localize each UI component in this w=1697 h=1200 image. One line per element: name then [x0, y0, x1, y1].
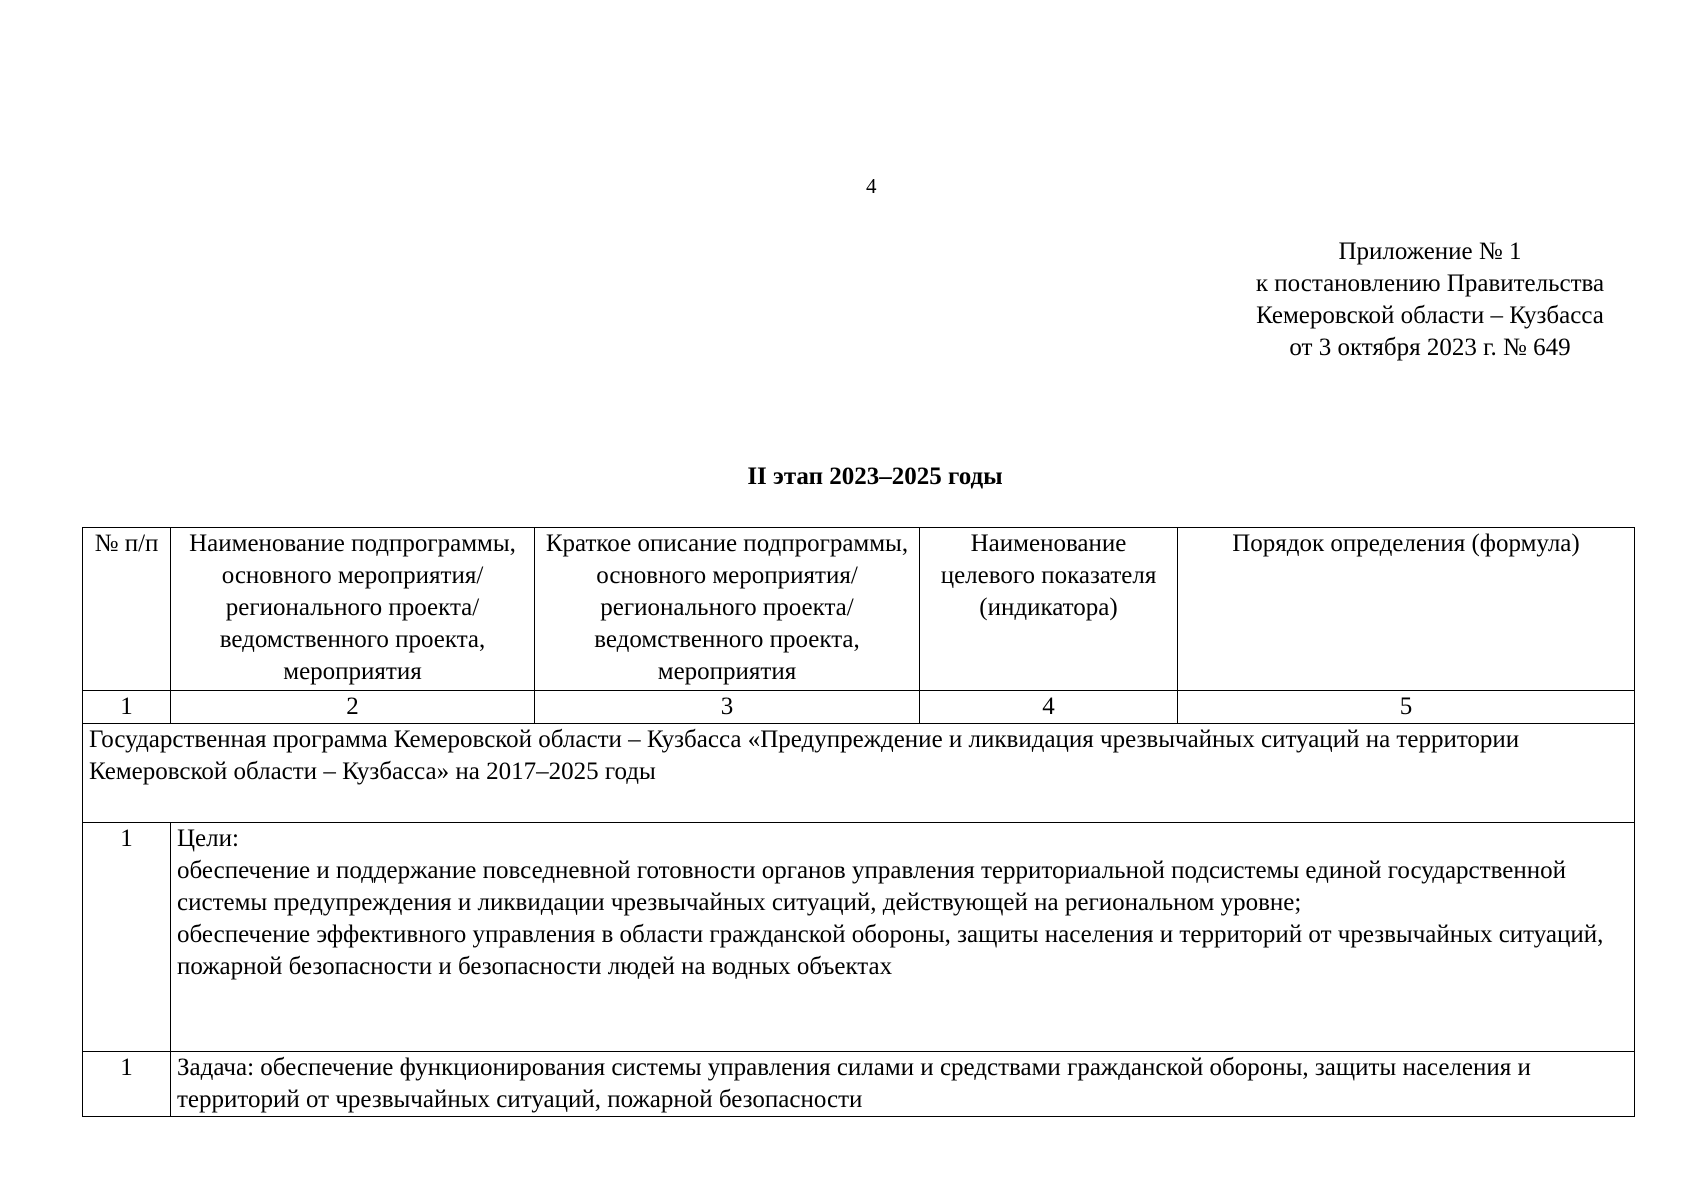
goal-item-2: обеспечение эффективного управления в области гражданской обороны, защиты населения и территорий от чрезвычайных ситуаций, пожарной безопасности и безопасности людей на водных объектах: [177, 921, 1604, 980]
goals-row: [83, 823, 1635, 1052]
program-row: [83, 724, 1635, 823]
task-row-number: 1: [83, 1052, 171, 1117]
column-number-cell: 3: [535, 691, 920, 724]
column-number-cell: 2: [171, 691, 535, 724]
header-cell-indicator-name: Наименование целевого показателя (индикатора): [920, 528, 1178, 691]
appendix-block: [1200, 236, 1660, 364]
appendix-line-4: от 3 октября 2023 г. № 649: [1289, 334, 1571, 361]
task-row: [83, 1052, 1635, 1117]
appendix-line-2: к постановлению Правительства: [1255, 270, 1605, 297]
column-numbers-row: [83, 691, 1635, 724]
task-cell: Задача: обеспечение функционирования системы управления силами и средствами гражданской обороны, защиты населения и территорий от чрезвычайных ситуаций, пожарной безопасности: [171, 1052, 1635, 1117]
goals-row-number: 1: [83, 823, 171, 1052]
header-cell-formula: Порядок определения (формула): [1178, 528, 1635, 691]
header-cell-description: Краткое описание подпрограммы, основного мероприятия/регионального проекта/ведомственного проекта, мероприятия: [535, 528, 920, 691]
column-number-cell: 4: [920, 691, 1178, 724]
goals-label: Цели:: [177, 825, 239, 852]
page-number: 4: [866, 174, 877, 198]
goal-item-1: обеспечение и поддержание повседневной готовности органов управления территориальной подсистемы единой государственной системы предупреждения и ликвидации чрезвычайных ситуаций, действующей на региональном уровне;: [177, 857, 1566, 916]
indicators-table: [82, 527, 1635, 1117]
header-cell-number: № п/п: [83, 528, 171, 691]
column-number-cell: 5: [1178, 691, 1635, 724]
program-cell: Государственная программа Кемеровской области – Кузбасса «Предупреждение и ликвидация чрезвычайных ситуаций на территории Кемеровской области – Кузбасса» на 2017–2025 годы: [83, 724, 1635, 823]
column-number-cell: 1: [83, 691, 171, 724]
goals-cell: [171, 823, 1635, 1052]
appendix-line-3: Кемеровской области – Кузбасса: [1256, 302, 1604, 329]
stage-title: II этап 2023–2025 годы: [747, 463, 1003, 490]
appendix-line-1: Приложение № 1: [1338, 238, 1522, 265]
header-cell-subprogram-name: Наименование подпрограммы, основного мероприятия/регионального проекта/ведомственного проекта, мероприятия: [171, 528, 535, 691]
table-header-row: [83, 528, 1635, 691]
